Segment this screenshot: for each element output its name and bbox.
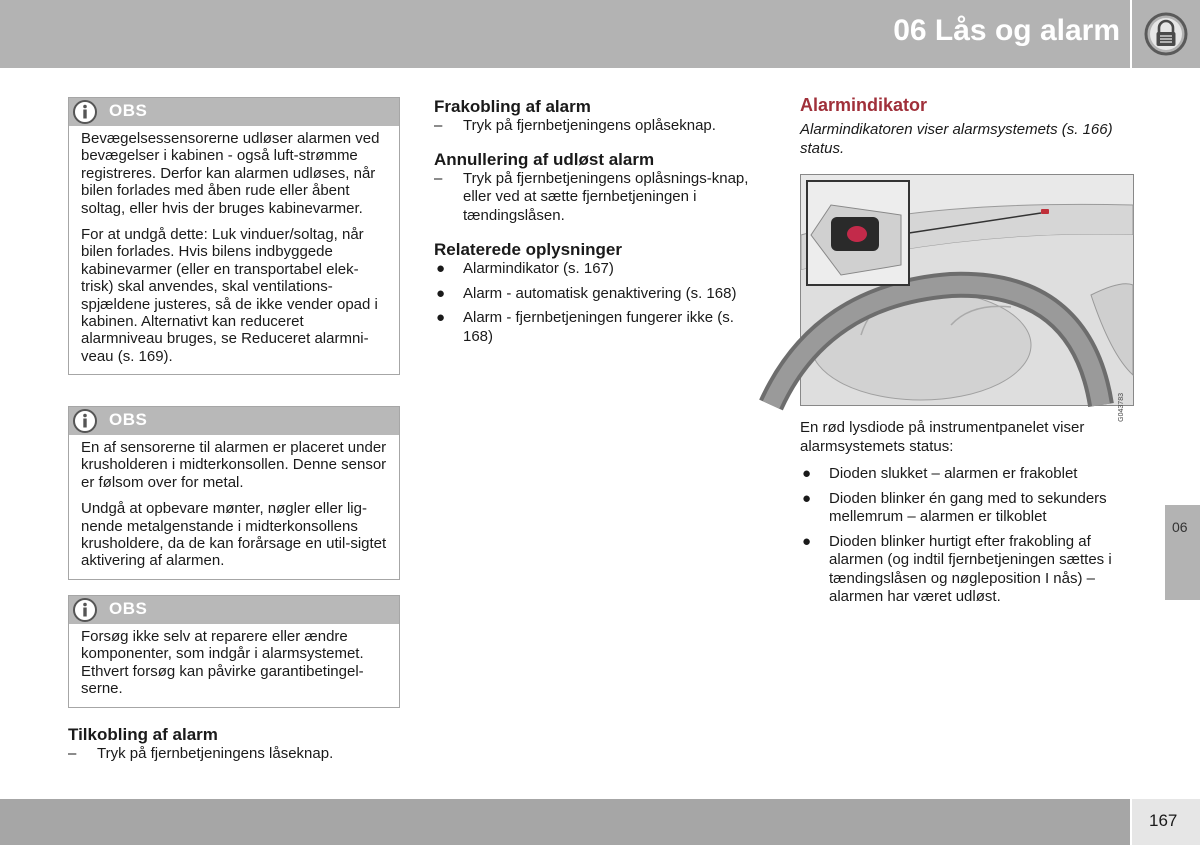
related-link[interactable] (434, 260, 764, 279)
obs-header (69, 407, 399, 435)
section-heading: Relaterede oplysninger (434, 240, 623, 259)
related-link[interactable] (434, 285, 764, 304)
tilkobling-section (68, 725, 398, 764)
info-icon (72, 408, 98, 434)
bullet-marker: ● (802, 532, 812, 550)
obs-paragraph: En af sensorerne til alarmen er placeret under krusholderen i midterkonsollen. Denne sensor er følsom over for metal. (81, 439, 387, 491)
related-link-text: Alarm - automatisk genaktivering (s. 168) (463, 284, 737, 302)
related-link-text: Alarm - fjernbetjeningen fungerer ikke (s. 168) (463, 309, 734, 345)
dashboard-drawing (801, 175, 1133, 405)
step-text: Tryk på fjernbetjeningens oplåsnings-knap, eller ved at sætte fjernbetjeningen i tændingslåsen. (463, 169, 749, 224)
bullet-marker: ● (802, 489, 812, 507)
obs-box-2 (68, 406, 400, 580)
step-item (434, 117, 764, 136)
obs-header (69, 596, 399, 624)
section-heading: Tilkobling af alarm (68, 725, 218, 744)
page-number: 167 (1149, 811, 1178, 830)
bullet-marker: ● (436, 309, 446, 326)
obs-label: OBS (109, 101, 148, 120)
bullet-marker: ● (436, 260, 446, 277)
related-link-text: Alarmindikator (s. 167) (463, 260, 614, 277)
info-icon (72, 99, 98, 125)
step-text: Tryk på fjernbetjeningens låseknap. (97, 745, 334, 762)
dashboard-illustration (800, 174, 1134, 422)
bullet-marker: ● (436, 284, 446, 302)
section-heading: Frakobling af alarm (434, 97, 591, 116)
status-bullet (800, 465, 1130, 484)
image-code: G043783 (1118, 393, 1125, 422)
bullet-text: Dioden blinker hurtigt efter frakobling af alarmen (og indtil fjernbetjeningen sættes i tændingslåsen og nøgleposition I nås) – alarmen har været udløst. (829, 532, 1112, 605)
obs-box-1 (68, 97, 400, 375)
section-title: Alarmindikator (800, 95, 928, 115)
alarmindikator-section (800, 95, 1135, 158)
chapter-side-tab[interactable] (1165, 505, 1200, 600)
obs-box-3 (68, 595, 400, 708)
status-bullet (800, 533, 1129, 607)
step-item (434, 170, 763, 226)
obs-label: OBS (109, 599, 148, 618)
bullet-text: Dioden slukket – alarmen er frakoblet (829, 465, 1078, 482)
dash-marker: – (434, 169, 443, 187)
page-number-box (1132, 799, 1200, 845)
lock-icon (1144, 12, 1188, 56)
middle-column (434, 97, 764, 352)
obs-paragraph: Undgå at opbevare mønter, nøgler eller lig-nende metalgenstande i midterkonsollens krusholdere, da de kan forårsage en util-sigtet aktivering af alarmen. (81, 500, 387, 570)
bullet-marker: ● (802, 465, 812, 482)
related-link[interactable] (434, 309, 763, 346)
dash-marker: – (68, 745, 77, 762)
section-heading: Annullering af udløst alarm (434, 149, 655, 169)
side-tab-label: 06 (1172, 519, 1188, 535)
info-icon (72, 597, 98, 623)
intro-text: Alarmindikatoren viser alarmsystemets (s. 166) status. (800, 121, 1113, 157)
obs-paragraph: Forsøg ikke selv at reparere eller ændre komponenter, som indgår i alarmsystemet. Ethvert forsøg kan påvirke garantibetingel-serne. (81, 628, 364, 698)
bullet-text: Dioden blinker én gang med to sekunders mellemrum – alarmen er tilkoblet (829, 489, 1107, 525)
status-bullet (800, 490, 1130, 527)
chapter-title: 06 Lås og alarm (893, 14, 1120, 47)
obs-paragraph: Bevægelsessensorerne udløser alarmen ved bevægelser i kabinen - også luft-strømme registreres. Derfor kan alarmen udløses, når bilen forlades med åben rude eller åbent soltag, eller hvis der bruges kabinevarmer. (81, 130, 380, 217)
dash-marker: – (434, 117, 443, 134)
obs-header (69, 98, 399, 126)
step-item (68, 745, 398, 764)
obs-paragraph: For at undgå dette: Luk vinduer/soltag, når bilen forlades. Hvis bilens indbyggede kabinevarmer (eller en transportabel elek-trisk) skal anvendes, skal ventilations-spjældene justeres, så de ikke vender opad i kabinen. Alternativt kan reduceret alarmniveau bruges, se Reduceret alarmni-veau (s. 169). (81, 226, 378, 365)
desc-text: En rød lysdiode på instrumentpanelet viser alarmsystemets status: (800, 419, 1085, 455)
obs-label: OBS (109, 410, 148, 429)
step-text: Tryk på fjernbetjeningens oplåseknap. (463, 117, 716, 134)
indicator-description (800, 418, 1130, 613)
footer-bar (0, 799, 1130, 845)
